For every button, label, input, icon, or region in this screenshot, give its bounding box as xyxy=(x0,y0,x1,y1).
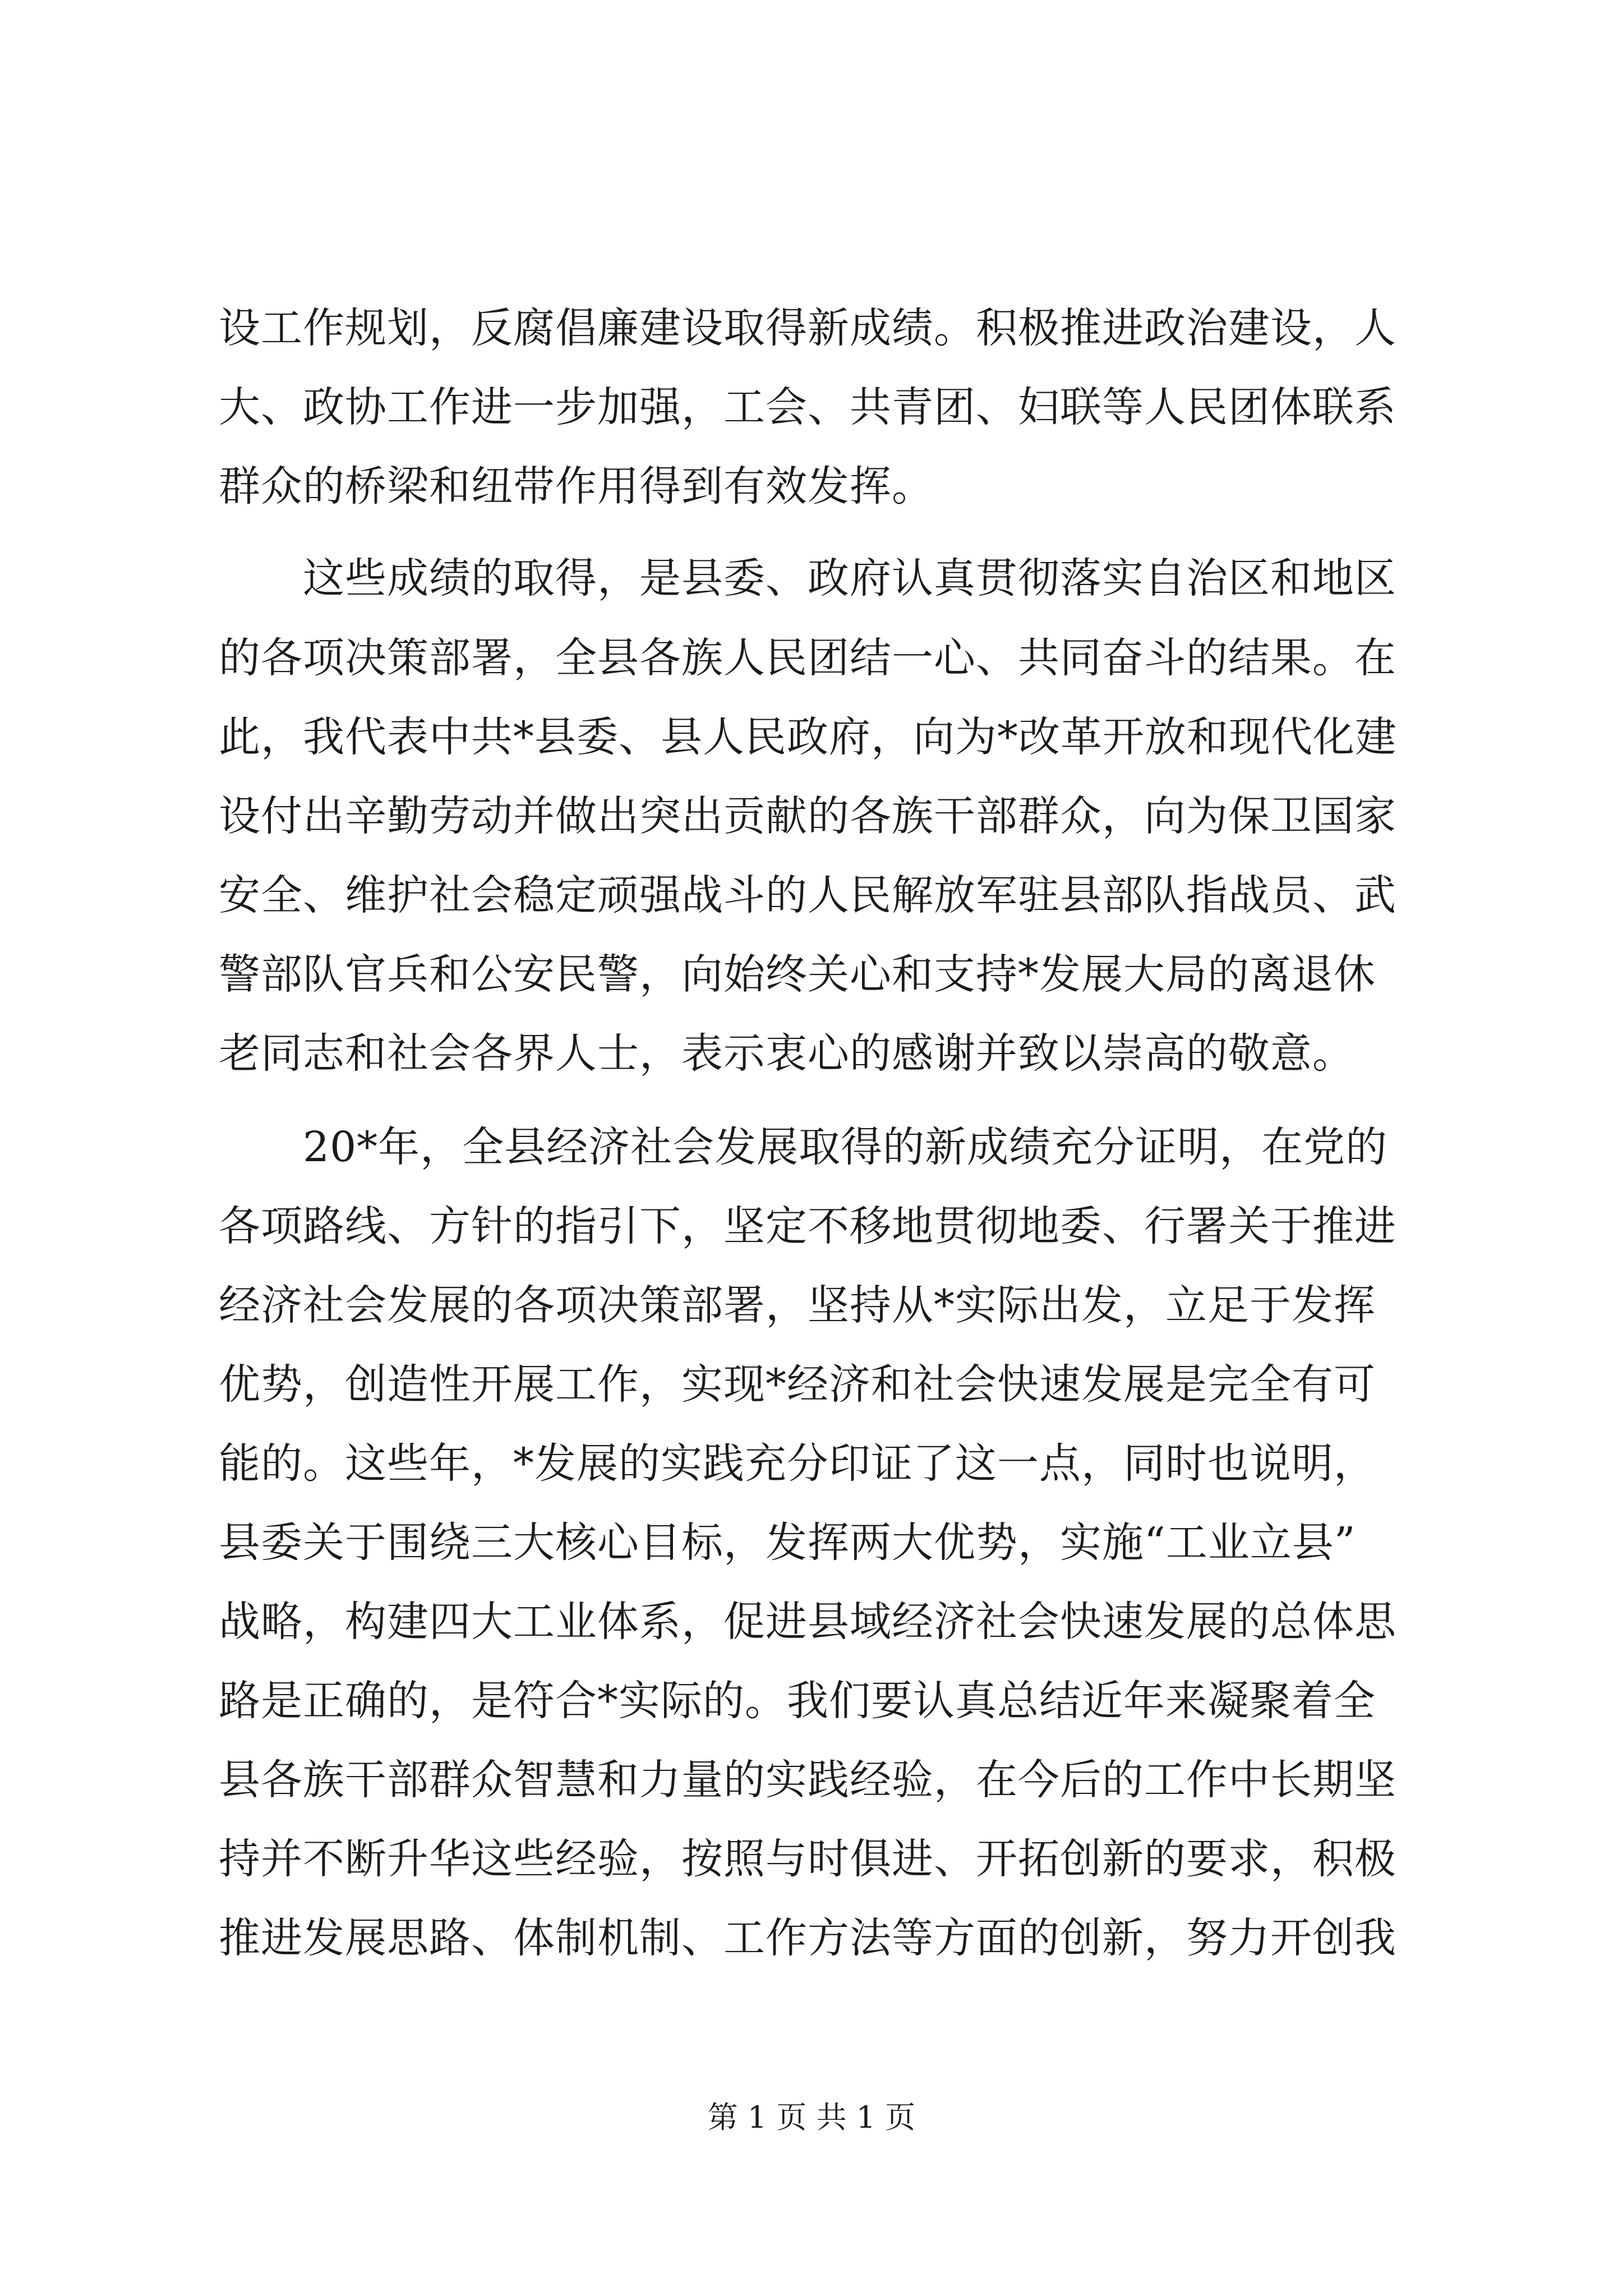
text-line: 警部队官兵和公安民警，向始终关心和支持*发展大局的离退休 xyxy=(219,950,1376,999)
text-line: 推进发展思路、体制机制、工作方法等方面的创新，努力开创我 xyxy=(219,1914,1396,1962)
text-line: 持并不断升华这些经验，按照与时俱进、开拓创新的要求，积极 xyxy=(219,1835,1396,1883)
text-line: 县各族干部群众智慧和力量的实践经验，在今后的工作中长期坚 xyxy=(219,1756,1396,1804)
text-line: 经济社会发展的各项决策部署，坚持从*实际出发，立足于发挥 xyxy=(219,1281,1376,1329)
text-line: 能的。这些年，*发展的实践充分印证了这一点，同时也说明， xyxy=(219,1439,1376,1488)
text-line: 安全、维护社会稳定顽强战斗的人民解放军驻县部队指战员、武 xyxy=(219,871,1396,919)
text-line: 战略，构建四大工业体系，促进县域经济社会快速发展的总体思 xyxy=(219,1598,1396,1646)
text-line: 群众的桥梁和纽带作用得到有效发挥。 xyxy=(219,462,934,510)
text-line: 优势，创造性开展工作，实现*经济和社会快速发展是完全有可 xyxy=(219,1360,1376,1409)
text-line: 此，我代表中共*县委、县人民政府，向为*改革开放和现代化建 xyxy=(219,713,1397,761)
text-line: 县委关于围绕三大核心目标，发挥两大优势，实施“工业立县” xyxy=(219,1519,1356,1567)
text-line: 各项路线、方针的指引下，坚定不移地贯彻地委、行署关于推进 xyxy=(219,1202,1396,1250)
paragraph-first-line: 这些成绩的取得，是县委、政府认真贯彻落实自治区和地区 xyxy=(303,554,1396,602)
text-line: 设付出辛勤劳动并做出突出贡献的各族干部群众，向为保卫国家 xyxy=(219,792,1396,840)
page-footer: 第 1 页 共 1 页 xyxy=(707,2100,916,2135)
text-line: 的各项决策部署，全县各族人民团结一心、共同奋斗的结果。在 xyxy=(219,634,1396,682)
text-line: 大、政协工作进一步加强，工会、共青团、妇联等人民团体联系 xyxy=(219,383,1396,431)
text-line: 老同志和社会各界人士，表示衷心的感谢并致以崇高的敬意。 xyxy=(219,1029,1354,1078)
text-line: 路是正确的，是符合*实际的。我们要认真总结近年来凝聚着全 xyxy=(219,1677,1376,1725)
text-line: 设工作规划，反腐倡廉建设取得新成绩。积极推进政治建设，人 xyxy=(219,304,1396,352)
paragraph-first-line: 20*年，全县经济社会发展取得的新成绩充分证明，在党的 xyxy=(303,1123,1388,1171)
